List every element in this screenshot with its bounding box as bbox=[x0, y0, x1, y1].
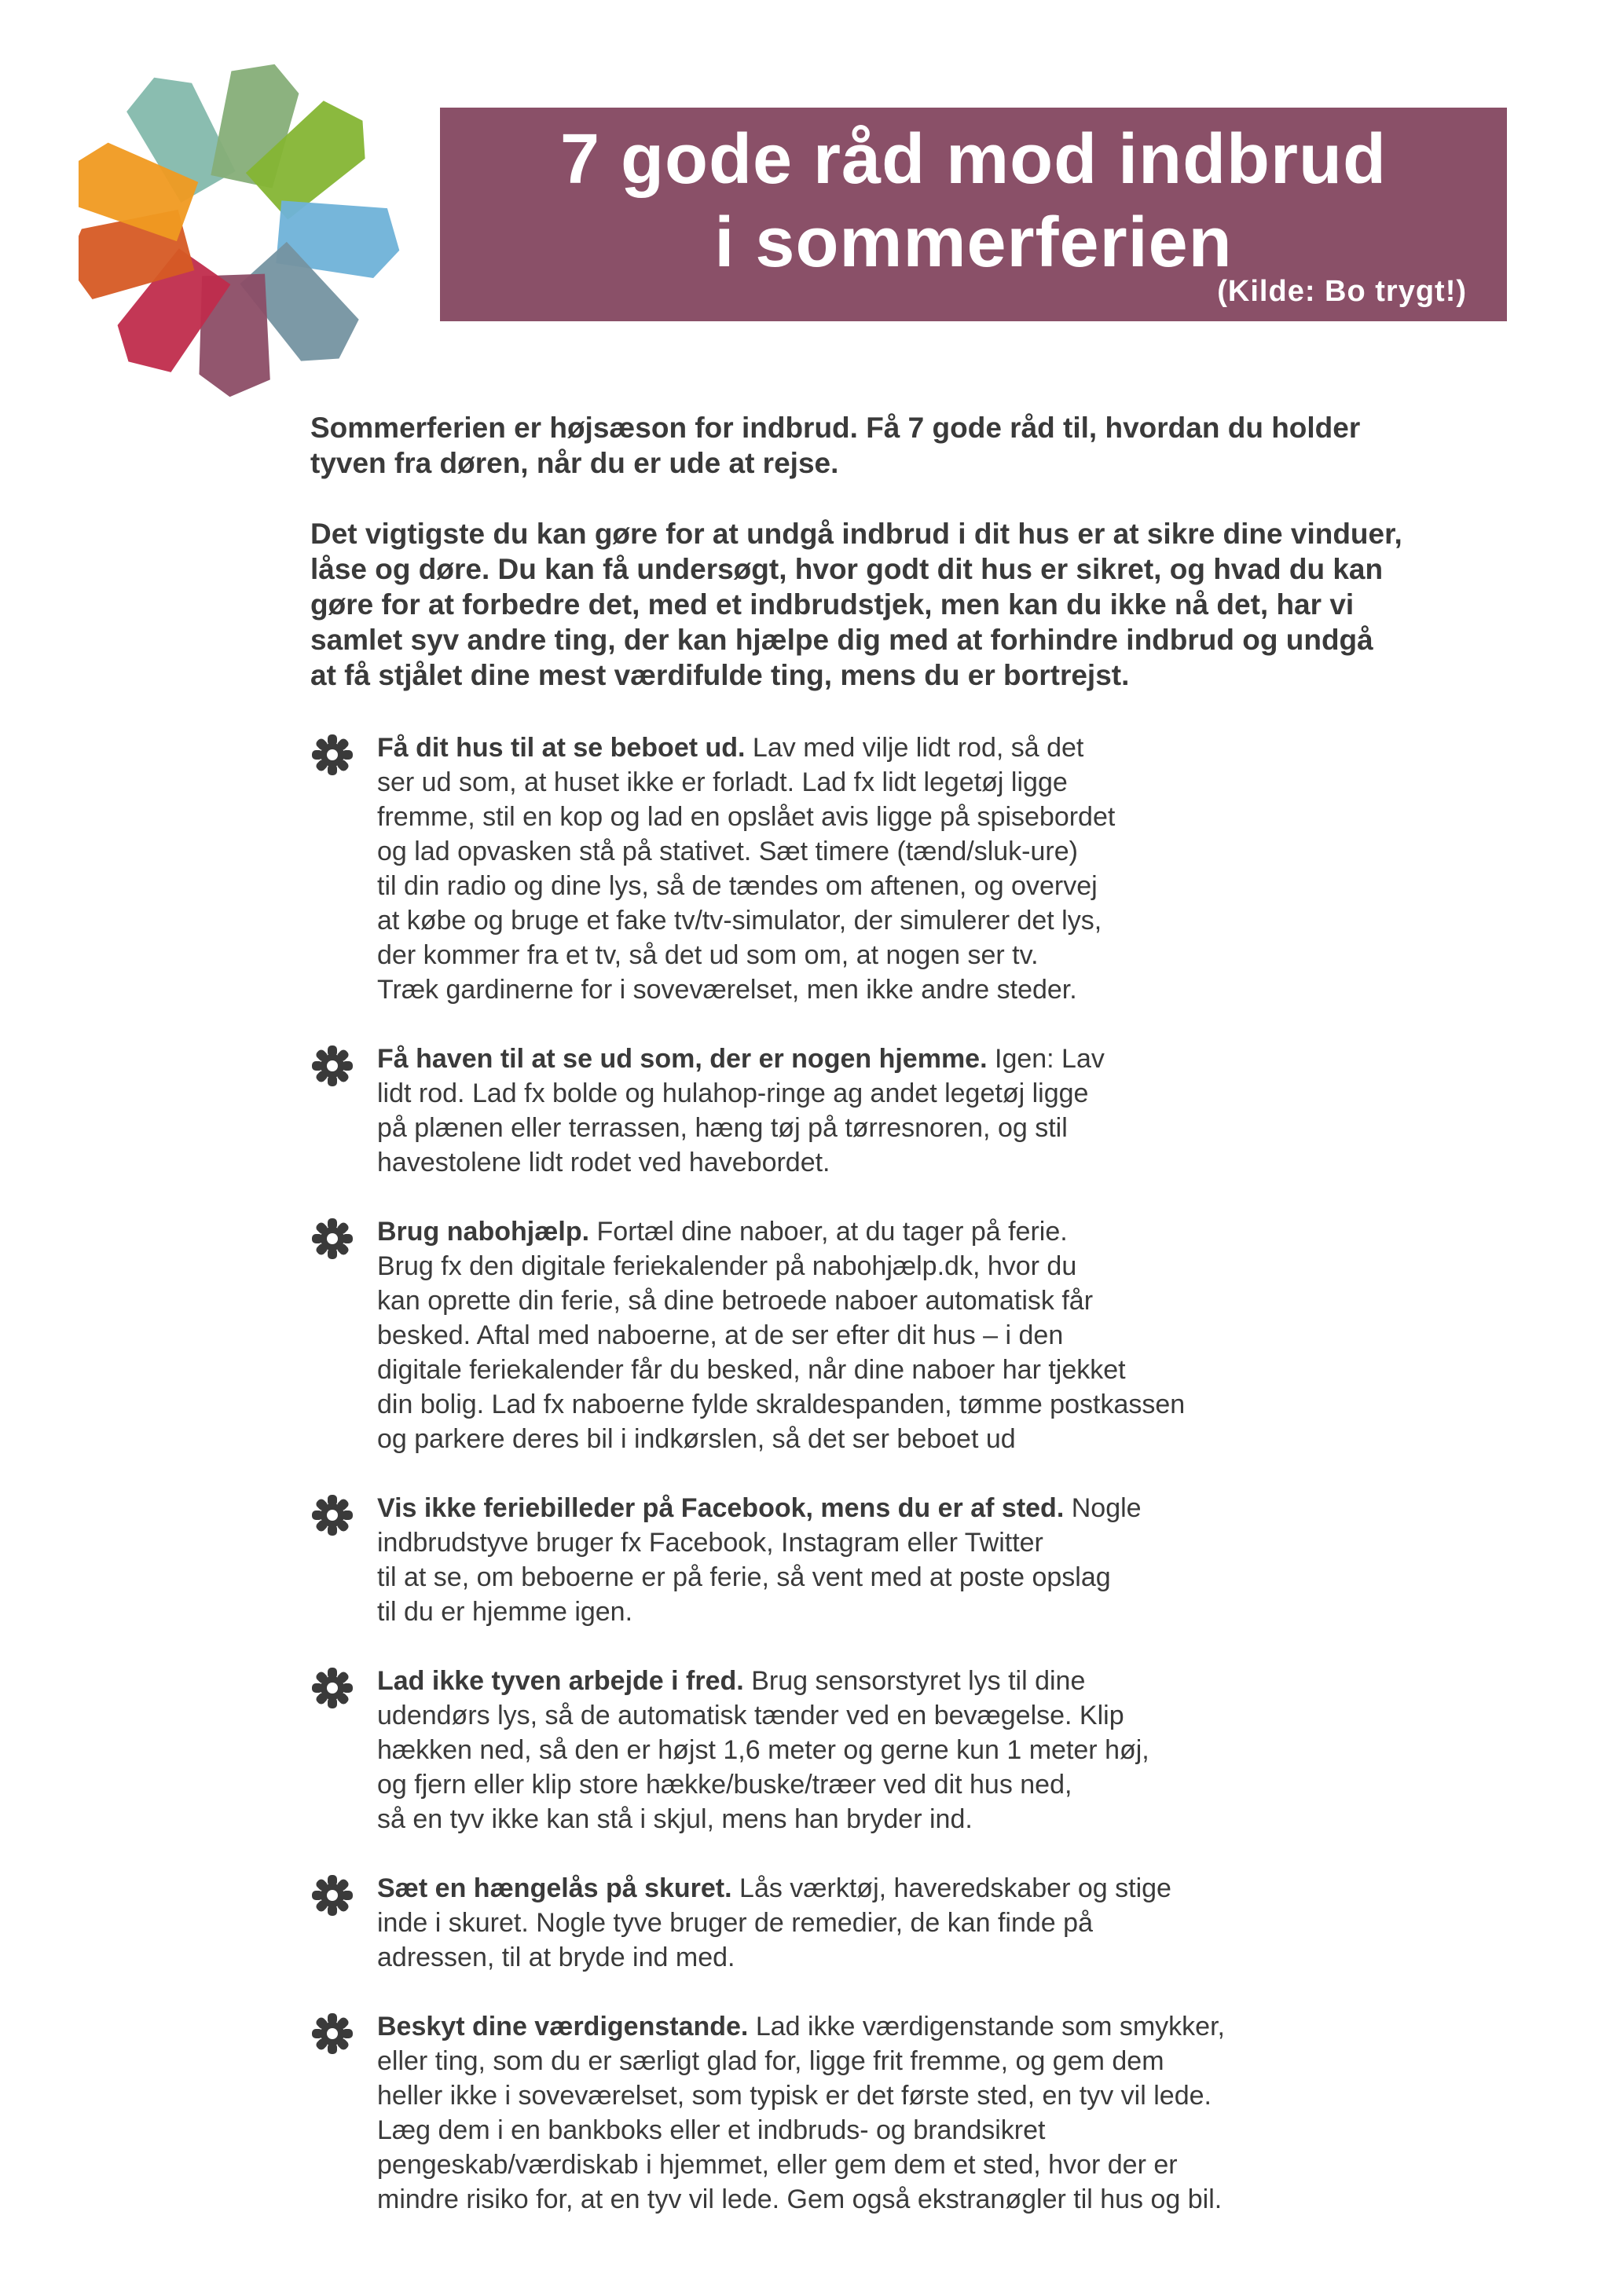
tip-text: Igen: Lav bbox=[987, 1044, 1105, 1074]
gear-bullet-icon bbox=[310, 1873, 354, 1917]
tip-item bbox=[310, 1664, 1457, 1836]
text-line: låse og døre. Du kan få undersøgt, hvor godt dit hus er sikret, og hvad du kan bbox=[310, 553, 1384, 585]
tip-first-line bbox=[377, 1664, 1457, 1698]
source-note: (Kilde: Bo trygt!) bbox=[1217, 275, 1467, 308]
text-line: Det vigtigste du kan gøre for at undgå indbrud i dit hus er at sikre dine vinduer, bbox=[310, 518, 1402, 550]
intro-paragraph-1 bbox=[310, 410, 1489, 481]
text-line: eller ting, som du er særligt glad for, ligge frit fremme, og gem dem bbox=[377, 2046, 1164, 2076]
tip-first-line bbox=[377, 1871, 1457, 1906]
tip-heading: Få haven til at se ud som, der er nogen hjemme. bbox=[377, 1044, 988, 1074]
tip-item bbox=[310, 1042, 1457, 1180]
tip-text: Lav med vilje lidt rod, så det bbox=[745, 733, 1084, 763]
text-line: hækken ned, så den er højst 1,6 meter og gerne kun 1 meter høj, bbox=[377, 1735, 1149, 1765]
text-line: til din radio og dine lys, så de tændes om aftenen, og overvej bbox=[377, 871, 1098, 901]
text-line: Sommerferien er højsæson for indbrud. Få 7 gode råd til, hvordan du holder bbox=[310, 412, 1361, 444]
tip-heading: Beskyt dine værdigenstande. bbox=[377, 2012, 749, 2041]
text-line: havestolene lidt rodet ved havebordet. bbox=[377, 1148, 830, 1177]
text-line: heller ikke i soveværelset, som typisk er det første sted, en tyv vil lede. bbox=[377, 2081, 1212, 2111]
text-line: kan oprette din ferie, så dine betroede naboer automatisk får bbox=[377, 1286, 1094, 1316]
tip-first-line bbox=[377, 1491, 1457, 1525]
text-line: pengeskab/værdiskab i hjemmet, eller gem dem et sted, hvor der er bbox=[377, 2150, 1178, 2180]
tip-heading: Brug nabohjælp. bbox=[377, 1217, 590, 1247]
tip-text: Nogle bbox=[1064, 1493, 1142, 1523]
text-line: til at se, om beboerne er på ferie, så vent med at poste opslag bbox=[377, 1562, 1111, 1592]
tip-item bbox=[310, 1491, 1457, 1629]
text-line: lidt rod. Lad fx bolde og hulahop-ringe ag andet legetøj ligge bbox=[377, 1078, 1089, 1108]
tip-heading: Sæt en hængelås på skuret. bbox=[377, 1873, 732, 1903]
text-line: mindre risiko for, at en tyv vil lede. Gem også ekstranøgler til hus og bil. bbox=[377, 2184, 1223, 2214]
gear-bullet-icon bbox=[310, 1666, 354, 1710]
tip-heading: Lad ikke tyven arbejde i fred. bbox=[377, 1666, 744, 1696]
gear-bullet-icon bbox=[310, 1493, 354, 1537]
text-line: og lad opvasken stå på stativet. Sæt timere (tænd/sluk-ure) bbox=[377, 837, 1078, 866]
intro-paragraph-2 bbox=[310, 516, 1489, 693]
text-line: til du er hjemme igen. bbox=[377, 1597, 633, 1627]
intro-text bbox=[310, 410, 1489, 693]
tip-item bbox=[310, 1871, 1457, 1975]
text-line: at købe og bruge et fake tv/tv-simulator, der simulerer det lys, bbox=[377, 906, 1102, 936]
gear-bullet-icon bbox=[310, 733, 354, 777]
text-line: Brug fx den digitale feriekalender på nabohjælp.dk, hvor du bbox=[377, 1251, 1077, 1281]
text-line: digitale feriekalender får du besked, når dine naboer har tjekket bbox=[377, 1355, 1126, 1385]
tip-first-line bbox=[377, 1214, 1457, 1249]
tip-text: Fortæl dine naboer, at du tager på ferie. bbox=[589, 1217, 1068, 1247]
text-line: adressen, til at bryde ind med. bbox=[377, 1943, 735, 1972]
text-line: Læg dem i en bankboks eller et indbruds- og brandsikret bbox=[377, 2115, 1046, 2145]
text-line: indbrudstyve bruger fx Facebook, Instagram eller Twitter bbox=[377, 1528, 1043, 1558]
tip-heading: Få dit hus til at se beboet ud. bbox=[377, 733, 746, 763]
text-line: gøre for at forbedre det, med et indbrudstjek, men kan du ikke nå det, har vi bbox=[310, 588, 1355, 621]
tip-first-line bbox=[377, 2009, 1457, 2044]
text-line: tyven fra døren, når du er ude at rejse. bbox=[310, 447, 839, 479]
tip-first-line bbox=[377, 1042, 1457, 1076]
text-line: din bolig. Lad fx naboerne fylde skraldespanden, tømme postkassen bbox=[377, 1390, 1186, 1419]
gear-bullet-icon bbox=[310, 1217, 354, 1261]
text-line: samlet syv andre ting, der kan hjælpe dig med at forhindre indbrud og undgå bbox=[310, 624, 1373, 656]
tip-text: Lås værktøj, haveredskaber og stige bbox=[731, 1873, 1171, 1903]
text-line: på plænen eller terrassen, hæng tøj på tørresnoren, og stil bbox=[377, 1113, 1068, 1143]
flower-logo-icon bbox=[79, 31, 487, 408]
tip-item bbox=[310, 1214, 1457, 1456]
gear-bullet-icon bbox=[310, 2012, 354, 2056]
text-line: at få stjålet dine mest værdifulde ting, mens du er bortrejst. bbox=[310, 659, 1130, 691]
tip-heading: Vis ikke feriebilleder på Facebook, mens du er af sted. bbox=[377, 1493, 1065, 1523]
text-line: inde i skuret. Nogle tyve bruger de remedier, de kan finde på bbox=[377, 1908, 1093, 1938]
tip-item bbox=[310, 2009, 1457, 2217]
text-line: fremme, stil en kop og lad en opslået avis ligge på spisebordet bbox=[377, 802, 1116, 832]
text-line: og parkere deres bil i indkørslen, så det ser beboet ud bbox=[377, 1424, 1016, 1454]
page-title bbox=[440, 118, 1507, 284]
title-line-2: i sommerferien bbox=[714, 203, 1233, 282]
text-line: der kommer fra et tv, så det ud som om, at nogen ser tv. bbox=[377, 940, 1039, 970]
gear-bullet-icon bbox=[310, 1044, 354, 1088]
tip-text: Lad ikke værdigenstande som smykker, bbox=[748, 2012, 1225, 2041]
title-line-1: 7 gode råd mod indbrud bbox=[560, 120, 1387, 199]
text-line: så en tyv ikke kan stå i skjul, mens han bryder ind. bbox=[377, 1804, 973, 1834]
tip-first-line bbox=[377, 731, 1457, 765]
tip-text: Brug sensorstyret lys til dine bbox=[743, 1666, 1086, 1696]
text-line: udendørs lys, så de automatisk tænder ved en bevægelse. Klip bbox=[377, 1701, 1124, 1730]
text-line: og fjern eller klip store hække/buske/træer ved dit hus ned, bbox=[377, 1770, 1072, 1800]
text-line: Træk gardinerne for i soveværelset, men ikke andre steder. bbox=[377, 975, 1077, 1005]
tips-list bbox=[310, 731, 1457, 2251]
text-line: ser ud som, at huset ikke er forladt. Lad fx lidt legetøj ligge bbox=[377, 767, 1068, 797]
text-line: besked. Aftal med naboerne, at de ser efter dit hus – i den bbox=[377, 1320, 1064, 1350]
tip-item bbox=[310, 731, 1457, 1007]
